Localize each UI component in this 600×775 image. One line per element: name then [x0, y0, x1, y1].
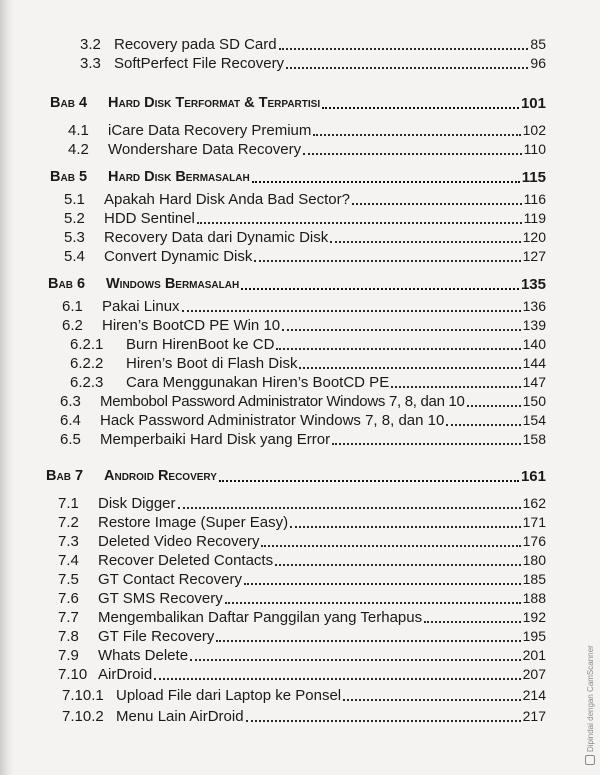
- toc-number: 7.6: [58, 590, 79, 607]
- chapter-number: Bab 6: [48, 276, 86, 292]
- toc-entry: [58, 628, 546, 645]
- leader-dots: [343, 698, 521, 701]
- toc-entry: [62, 708, 546, 725]
- toc-number: 7.9: [58, 647, 79, 664]
- toc-entry: [58, 514, 546, 531]
- leader-dots: [286, 66, 528, 69]
- leader-dots: [182, 309, 521, 312]
- chapter-number: Bab 4: [50, 95, 88, 111]
- toc-page: 144: [522, 355, 546, 371]
- toc-title: Cara Menggunakan Hiren’s BootCD PE: [126, 374, 390, 391]
- toc-entry: [62, 298, 546, 315]
- leader-dots: [261, 544, 520, 547]
- toc-title: Memperbaiki Hard Disk yang Error: [100, 431, 331, 448]
- leader-dots: [197, 221, 522, 224]
- chapter-page: 135: [520, 276, 546, 293]
- toc-title: Hiren’s BootCD PE Win 10: [102, 317, 281, 334]
- toc-page: 176: [522, 533, 546, 549]
- toc-number: 7.10: [58, 666, 88, 683]
- toc-entry: [68, 122, 546, 139]
- toc-title: Hack Password Administrator Windows 7, 8, dan 10: [100, 412, 445, 429]
- toc-title: Wondershare Data Recovery: [108, 141, 302, 158]
- chapter-title: Windows Bermasalah: [106, 276, 240, 292]
- toc-entry: [64, 191, 546, 208]
- toc-entry: [58, 647, 546, 664]
- chapter-entry: [48, 276, 546, 293]
- chapter-number: Bab 5: [50, 169, 88, 185]
- toc-entry: [58, 609, 546, 626]
- toc-page: 102: [522, 122, 546, 138]
- toc-page: 158: [522, 431, 546, 447]
- toc-number: 6.1: [62, 298, 83, 315]
- toc-number: 5.2: [64, 210, 85, 227]
- toc-title: Recovery Data dari Dynamic Disk: [104, 229, 329, 246]
- toc-title: Mengembalikan Daftar Panggilan yang Terhapus: [98, 609, 423, 626]
- chapter-title: Android Recovery: [104, 468, 217, 484]
- toc-entry: [60, 412, 546, 429]
- toc-number: 3.3: [80, 55, 101, 72]
- leader-dots: [279, 47, 529, 50]
- chapter-page: 161: [520, 468, 546, 485]
- toc-number: 7.5: [58, 571, 79, 588]
- leader-dots: [290, 525, 521, 528]
- leader-dots: [216, 639, 520, 642]
- toc-page: 192: [522, 609, 546, 625]
- toc-page: 180: [522, 552, 546, 568]
- leader-dots: [252, 180, 520, 183]
- toc-number: 6.4: [60, 412, 81, 429]
- toc-entry: [68, 141, 546, 158]
- toc-title: Membobol Password Administrator Windows 7, 8, dan 10: [100, 393, 465, 410]
- toc-title: Recovery pada SD Card: [114, 36, 277, 53]
- toc-page: 154: [522, 412, 546, 428]
- toc-page: 201: [522, 647, 546, 663]
- toc-number: 6.3: [60, 393, 81, 410]
- toc-title: Whats Delete: [98, 647, 189, 664]
- chapter-number: Bab 7: [46, 468, 84, 484]
- toc-entry: [70, 374, 546, 391]
- toc-number: 6.2: [62, 317, 83, 334]
- toc-title: Deleted Video Recovery: [98, 533, 260, 550]
- toc-title: Hiren’s Boot di Flash Disk: [126, 355, 298, 372]
- leader-dots: [303, 152, 522, 155]
- toc-number: 7.3: [58, 533, 79, 550]
- chapter-title: Hard Disk Bermasalah: [108, 169, 250, 185]
- toc-number: 3.2: [80, 36, 101, 53]
- leader-dots: [190, 658, 521, 661]
- toc-number: 5.3: [64, 229, 85, 246]
- toc-page: 207: [522, 666, 546, 682]
- toc-entry: [70, 336, 546, 353]
- toc-page: 116: [523, 191, 546, 207]
- leader-dots: [178, 506, 521, 509]
- leader-dots: [313, 133, 520, 136]
- toc-title: Menu Lain AirDroid: [116, 708, 244, 725]
- toc-number: 6.5: [60, 431, 81, 448]
- camscanner-icon: [585, 755, 595, 765]
- toc-entry: [64, 210, 546, 227]
- leader-dots: [424, 620, 521, 623]
- toc-title: GT File Recovery: [98, 628, 215, 645]
- toc-entry: [60, 393, 546, 410]
- chapter-page: 101: [520, 95, 546, 112]
- toc-title: GT SMS Recovery: [98, 590, 223, 607]
- toc-entry: [64, 229, 546, 246]
- toc-number: 6.2.3: [70, 374, 104, 391]
- toc-title: SoftPerfect File Recovery: [114, 55, 285, 72]
- toc-number: 4.1: [68, 122, 89, 139]
- watermark-text: Dipindai dengan CamScanner: [585, 645, 595, 752]
- toc-page: 110: [523, 141, 546, 157]
- toc-number: 5.1: [64, 191, 85, 208]
- toc-number: 7.8: [58, 628, 79, 645]
- toc-page: 150: [522, 393, 546, 409]
- chapter-page: 115: [521, 169, 546, 186]
- toc-title: AirDroid: [98, 666, 153, 683]
- leader-dots: [391, 385, 520, 388]
- toc-page: 140: [522, 336, 546, 352]
- toc-entry: [80, 36, 546, 53]
- toc-entry: [62, 317, 546, 334]
- toc-page: 120: [522, 229, 546, 245]
- toc-number: 7.2: [58, 514, 79, 531]
- chapter-entry: [50, 95, 546, 112]
- toc-page: 119: [523, 210, 546, 226]
- toc-entry: [58, 533, 546, 550]
- toc-title: Recover Deleted Contacts: [98, 552, 274, 569]
- leader-dots: [246, 719, 521, 722]
- toc-number: 6.2.1: [70, 336, 104, 353]
- toc-page: 85: [530, 36, 546, 52]
- toc-title: iCare Data Recovery Premium: [108, 122, 312, 139]
- toc-number: 7.4: [58, 552, 79, 569]
- chapter-entry: [46, 468, 546, 485]
- leader-dots: [282, 328, 521, 331]
- toc-page: 127: [522, 248, 546, 264]
- toc-number: 5.4: [64, 248, 85, 265]
- toc-number: 6.2.2: [70, 355, 104, 372]
- toc-entry: [58, 552, 546, 569]
- toc-title: Pakai Linux: [102, 298, 180, 315]
- leader-dots: [332, 442, 521, 445]
- toc-entry: [58, 590, 546, 607]
- toc-title: Upload File dari Laptop ke Ponsel: [116, 687, 342, 704]
- toc-entry: [80, 55, 546, 72]
- leader-dots: [352, 202, 522, 205]
- toc-number: 7.1: [58, 495, 79, 512]
- leader-dots: [219, 479, 519, 482]
- toc-number: 4.2: [68, 141, 89, 158]
- leader-dots: [254, 259, 520, 262]
- toc-page: 188: [522, 590, 546, 606]
- toc-title: GT Contact Recovery: [98, 571, 242, 588]
- toc-entry: [58, 571, 546, 588]
- toc-title: Disk Digger: [98, 495, 176, 512]
- toc-entry: [60, 431, 546, 448]
- toc-number: 7.10.1: [62, 687, 104, 704]
- toc-page: 147: [522, 374, 546, 390]
- toc-page: 195: [522, 628, 546, 644]
- leader-dots: [244, 582, 521, 585]
- leader-dots: [467, 404, 521, 407]
- toc-entry: [58, 666, 546, 683]
- toc-title: Burn HirenBoot ke CD: [126, 336, 275, 353]
- scanner-watermark: [585, 645, 595, 765]
- leader-dots: [446, 423, 520, 426]
- toc-entry: [62, 687, 546, 704]
- leader-dots: [330, 240, 520, 243]
- toc-entry: [70, 355, 546, 372]
- toc-page: 96: [530, 55, 546, 71]
- toc-title: Restore Image (Super Easy): [98, 514, 289, 531]
- chapter-title: Hard Disk Terformat & Terpartisi: [108, 95, 321, 111]
- leader-dots: [225, 601, 521, 604]
- toc-title: Apakah Hard Disk Anda Bad Sector?: [104, 191, 350, 208]
- toc-entry: [64, 248, 546, 265]
- toc-page: 217: [522, 708, 546, 724]
- toc-entry: [58, 495, 546, 512]
- toc-number: 7.10.2: [62, 708, 104, 725]
- toc-page: 139: [522, 317, 546, 333]
- toc-page: 136: [522, 298, 546, 314]
- toc-page: 214: [522, 687, 546, 703]
- toc-title: Convert Dynamic Disk: [104, 248, 253, 265]
- leader-dots: [299, 366, 520, 369]
- leader-dots: [322, 106, 519, 109]
- leader-dots: [275, 563, 521, 566]
- leader-dots: [276, 347, 520, 350]
- chapter-entry: [50, 169, 546, 186]
- leader-dots: [241, 287, 519, 290]
- toc-page: 171: [522, 514, 546, 530]
- toc-page: 185: [522, 571, 546, 587]
- toc-page: 162: [522, 495, 546, 511]
- toc-title: HDD Sentinel: [104, 210, 195, 227]
- leader-dots: [154, 677, 520, 680]
- toc-number: 7.7: [58, 609, 79, 626]
